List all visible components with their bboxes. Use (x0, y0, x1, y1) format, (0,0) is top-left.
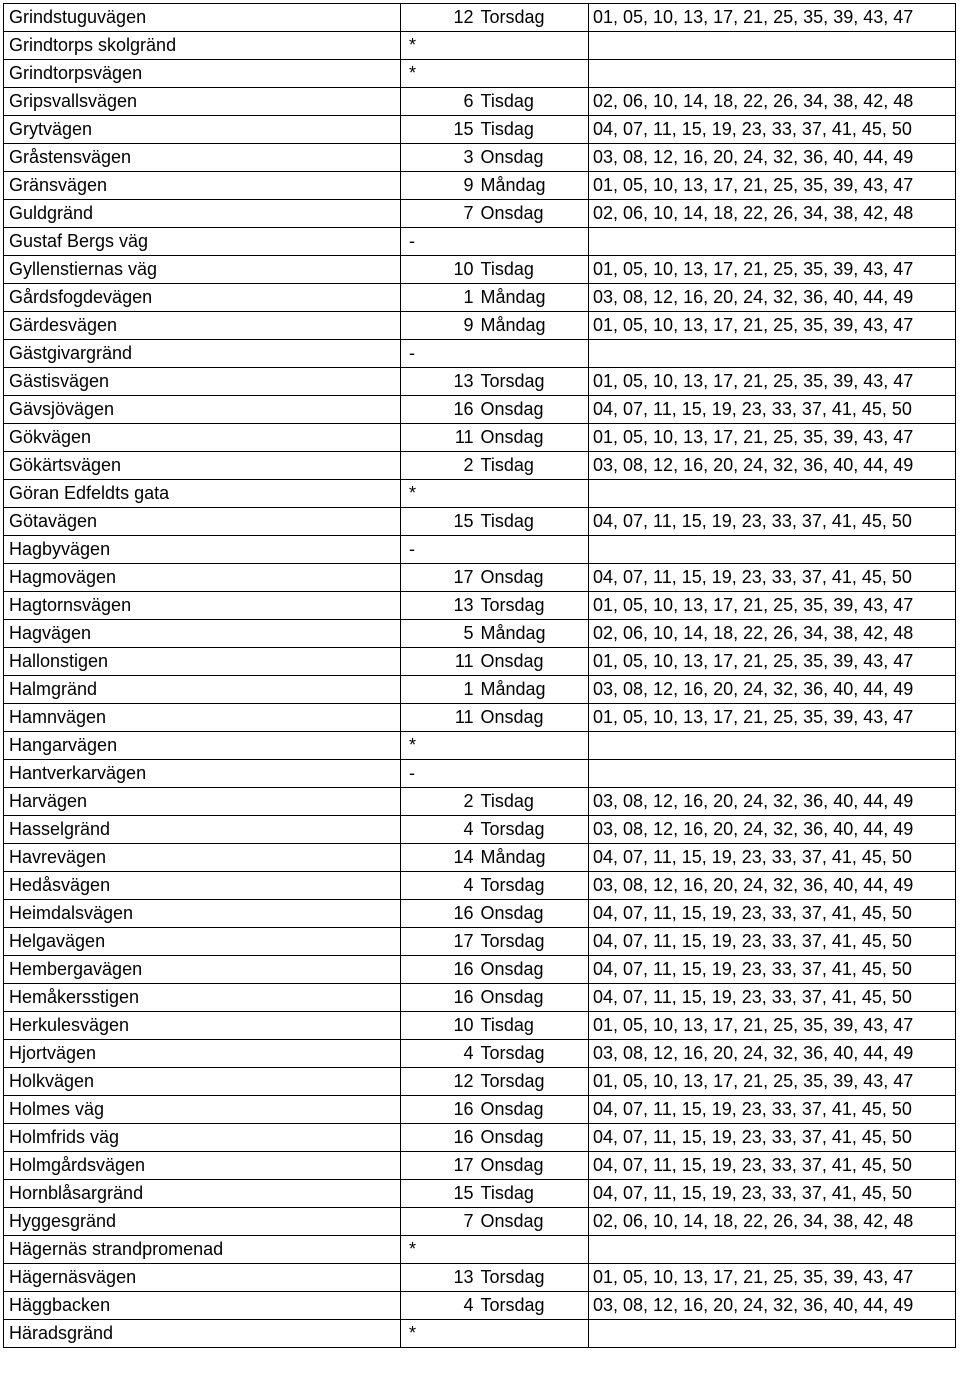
street-name-cell: Gökärtsvägen (4, 452, 401, 480)
street-name-cell: Gästgivargränd (4, 340, 401, 368)
street-name-cell: Hasselgränd (4, 816, 401, 844)
table-row (4, 1180, 956, 1208)
street-name-cell: Hägernäsvägen (4, 1264, 401, 1292)
week-numbers-cell: 02, 06, 10, 14, 18, 22, 26, 34, 38, 42, 48 (589, 200, 956, 228)
street-name-cell: Havrevägen (4, 844, 401, 872)
schedule-table (3, 3, 956, 1348)
week-numbers-cell (589, 32, 956, 60)
zone-number-cell: 13 (401, 592, 479, 620)
street-name-cell: Hagvägen (4, 620, 401, 648)
street-name-cell: Hagtornsvägen (4, 592, 401, 620)
street-name-cell: Guldgränd (4, 200, 401, 228)
table-row (4, 368, 956, 396)
table-row (4, 312, 956, 340)
weekday-cell: Tisdag (479, 88, 589, 116)
zone-number-cell: 9 (401, 172, 479, 200)
zone-number-cell: 12 (401, 1068, 479, 1096)
week-numbers-cell (589, 340, 956, 368)
week-numbers-cell: 04, 07, 11, 15, 19, 23, 33, 37, 41, 45, 50 (589, 984, 956, 1012)
street-name-cell: Grindtorpsvägen (4, 60, 401, 88)
zone-number-cell: 10 (401, 1012, 479, 1040)
table-row (4, 1124, 956, 1152)
street-name-cell: Hangarvägen (4, 732, 401, 760)
schedule-table-body (4, 4, 956, 1348)
zone-number-cell: 2 (401, 452, 479, 480)
table-row (4, 592, 956, 620)
week-numbers-cell: 04, 07, 11, 15, 19, 23, 33, 37, 41, 45, 50 (589, 116, 956, 144)
street-name-cell: Häradsgränd (4, 1320, 401, 1348)
week-numbers-cell: 04, 07, 11, 15, 19, 23, 33, 37, 41, 45, 50 (589, 956, 956, 984)
street-name-cell: Häggbacken (4, 1292, 401, 1320)
weekday-cell: Onsdag (479, 704, 589, 732)
week-numbers-cell: 04, 07, 11, 15, 19, 23, 33, 37, 41, 45, 50 (589, 928, 956, 956)
week-numbers-cell: 02, 06, 10, 14, 18, 22, 26, 34, 38, 42, 48 (589, 1208, 956, 1236)
zone-number-cell: 16 (401, 1124, 479, 1152)
week-numbers-cell: 01, 05, 10, 13, 17, 21, 25, 35, 39, 43, 47 (589, 368, 956, 396)
weekday-cell: Måndag (479, 676, 589, 704)
street-name-cell: Hedåsvägen (4, 872, 401, 900)
weekday-cell (479, 1236, 589, 1264)
weekday-cell: Torsdag (479, 1264, 589, 1292)
street-name-cell: Herkulesvägen (4, 1012, 401, 1040)
zone-number-cell: 16 (401, 396, 479, 424)
week-numbers-cell (589, 1236, 956, 1264)
table-row (4, 1152, 956, 1180)
zone-number-cell: 14 (401, 844, 479, 872)
table-row (4, 144, 956, 172)
street-name-cell: Hägernäs strandpromenad (4, 1236, 401, 1264)
zone-number-cell: 16 (401, 956, 479, 984)
table-row (4, 1012, 956, 1040)
table-row (4, 1320, 956, 1348)
weekday-cell: Torsdag (479, 1292, 589, 1320)
street-name-cell: Gränsvägen (4, 172, 401, 200)
weekday-cell: Tisdag (479, 508, 589, 536)
zone-number-cell: 12 (401, 4, 479, 32)
week-numbers-cell: 03, 08, 12, 16, 20, 24, 32, 36, 40, 44, 49 (589, 1040, 956, 1068)
weekday-cell (479, 480, 589, 508)
zone-number-cell: 4 (401, 1292, 479, 1320)
week-numbers-cell: 02, 06, 10, 14, 18, 22, 26, 34, 38, 42, 48 (589, 620, 956, 648)
table-row (4, 4, 956, 32)
week-numbers-cell (589, 228, 956, 256)
zone-number-cell: 1 (401, 676, 479, 704)
week-numbers-cell (589, 60, 956, 88)
table-row (4, 844, 956, 872)
table-row (4, 564, 956, 592)
no-pickup-marker-cell: - (401, 340, 479, 368)
street-name-cell: Holmfrids väg (4, 1124, 401, 1152)
week-numbers-cell: 03, 08, 12, 16, 20, 24, 32, 36, 40, 44, 49 (589, 872, 956, 900)
weekday-cell (479, 32, 589, 60)
weekday-cell: Tisdag (479, 788, 589, 816)
no-pickup-marker-cell: * (401, 1236, 479, 1264)
zone-number-cell: 7 (401, 200, 479, 228)
weekday-cell: Måndag (479, 844, 589, 872)
table-row (4, 60, 956, 88)
street-name-cell: Holkvägen (4, 1068, 401, 1096)
weekday-cell (479, 1320, 589, 1348)
week-numbers-cell: 01, 05, 10, 13, 17, 21, 25, 35, 39, 43, 47 (589, 424, 956, 452)
table-row (4, 536, 956, 564)
zone-number-cell: 17 (401, 928, 479, 956)
table-row (4, 816, 956, 844)
no-pickup-marker-cell: * (401, 32, 479, 60)
no-pickup-marker-cell: * (401, 732, 479, 760)
weekday-cell (479, 60, 589, 88)
weekday-cell: Torsdag (479, 872, 589, 900)
street-name-cell: Hjortvägen (4, 1040, 401, 1068)
street-name-cell: Halmgränd (4, 676, 401, 704)
week-numbers-cell: 01, 05, 10, 13, 17, 21, 25, 35, 39, 43, 47 (589, 172, 956, 200)
street-name-cell: Hagmovägen (4, 564, 401, 592)
weekday-cell (479, 536, 589, 564)
weekday-cell (479, 228, 589, 256)
street-name-cell: Holmes väg (4, 1096, 401, 1124)
street-name-cell: Gökvägen (4, 424, 401, 452)
week-numbers-cell: 04, 07, 11, 15, 19, 23, 33, 37, 41, 45, 50 (589, 1096, 956, 1124)
table-row (4, 256, 956, 284)
table-row (4, 340, 956, 368)
no-pickup-marker-cell: - (401, 228, 479, 256)
week-numbers-cell: 03, 08, 12, 16, 20, 24, 32, 36, 40, 44, 49 (589, 816, 956, 844)
weekday-cell: Onsdag (479, 144, 589, 172)
weekday-cell: Tisdag (479, 452, 589, 480)
street-name-cell: Grindtorps skolgränd (4, 32, 401, 60)
weekday-cell: Tisdag (479, 256, 589, 284)
zone-number-cell: 11 (401, 648, 479, 676)
zone-number-cell: 13 (401, 368, 479, 396)
street-name-cell: Hyggesgränd (4, 1208, 401, 1236)
street-name-cell: Gästisvägen (4, 368, 401, 396)
table-row (4, 928, 956, 956)
street-name-cell: Gävsjövägen (4, 396, 401, 424)
weekday-cell (479, 732, 589, 760)
table-row (4, 284, 956, 312)
weekday-cell: Onsdag (479, 564, 589, 592)
week-numbers-cell: 04, 07, 11, 15, 19, 23, 33, 37, 41, 45, 50 (589, 1124, 956, 1152)
table-row (4, 984, 956, 1012)
table-row (4, 900, 956, 928)
table-row (4, 1264, 956, 1292)
street-name-cell: Harvägen (4, 788, 401, 816)
zone-number-cell: 15 (401, 508, 479, 536)
no-pickup-marker-cell: * (401, 480, 479, 508)
weekday-cell (479, 340, 589, 368)
zone-number-cell: 9 (401, 312, 479, 340)
table-row (4, 172, 956, 200)
no-pickup-marker-cell: * (401, 1320, 479, 1348)
zone-number-cell: 6 (401, 88, 479, 116)
week-numbers-cell: 03, 08, 12, 16, 20, 24, 32, 36, 40, 44, 49 (589, 1292, 956, 1320)
weekday-cell: Onsdag (479, 424, 589, 452)
street-name-cell: Göran Edfeldts gata (4, 480, 401, 508)
week-numbers-cell: 04, 07, 11, 15, 19, 23, 33, 37, 41, 45, 50 (589, 1152, 956, 1180)
street-name-cell: Hembergavägen (4, 956, 401, 984)
table-row (4, 1236, 956, 1264)
week-numbers-cell (589, 480, 956, 508)
street-name-cell: Hemåkersstigen (4, 984, 401, 1012)
week-numbers-cell: 04, 07, 11, 15, 19, 23, 33, 37, 41, 45, 50 (589, 1180, 956, 1208)
weekday-cell: Tisdag (479, 1180, 589, 1208)
week-numbers-cell: 01, 05, 10, 13, 17, 21, 25, 35, 39, 43, 47 (589, 312, 956, 340)
table-row (4, 1292, 956, 1320)
zone-number-cell: 1 (401, 284, 479, 312)
weekday-cell: Onsdag (479, 900, 589, 928)
weekday-cell: Torsdag (479, 1040, 589, 1068)
weekday-cell: Tisdag (479, 1012, 589, 1040)
street-name-cell: Heimdalsvägen (4, 900, 401, 928)
week-numbers-cell (589, 732, 956, 760)
weekday-cell: Torsdag (479, 1068, 589, 1096)
table-row (4, 760, 956, 788)
table-row (4, 648, 956, 676)
table-row (4, 452, 956, 480)
weekday-cell: Onsdag (479, 1208, 589, 1236)
week-numbers-cell: 04, 07, 11, 15, 19, 23, 33, 37, 41, 45, 50 (589, 396, 956, 424)
table-row (4, 200, 956, 228)
weekday-cell: Torsdag (479, 928, 589, 956)
zone-number-cell: 16 (401, 1096, 479, 1124)
street-name-cell: Götavägen (4, 508, 401, 536)
week-numbers-cell: 02, 06, 10, 14, 18, 22, 26, 34, 38, 42, 48 (589, 88, 956, 116)
week-numbers-cell: 03, 08, 12, 16, 20, 24, 32, 36, 40, 44, 49 (589, 452, 956, 480)
street-name-cell: Gråstensvägen (4, 144, 401, 172)
week-numbers-cell: 01, 05, 10, 13, 17, 21, 25, 35, 39, 43, 47 (589, 592, 956, 620)
zone-number-cell: 16 (401, 984, 479, 1012)
week-numbers-cell: 01, 05, 10, 13, 17, 21, 25, 35, 39, 43, 47 (589, 4, 956, 32)
weekday-cell: Tisdag (479, 116, 589, 144)
weekday-cell: Onsdag (479, 984, 589, 1012)
weekday-cell: Torsdag (479, 816, 589, 844)
weekday-cell: Måndag (479, 312, 589, 340)
table-row (4, 1068, 956, 1096)
zone-number-cell: 15 (401, 1180, 479, 1208)
table-row (4, 704, 956, 732)
street-name-cell: Gustaf Bergs väg (4, 228, 401, 256)
zone-number-cell: 4 (401, 1040, 479, 1068)
no-pickup-marker-cell: * (401, 60, 479, 88)
table-row (4, 676, 956, 704)
zone-number-cell: 2 (401, 788, 479, 816)
table-row (4, 872, 956, 900)
table-row (4, 480, 956, 508)
week-numbers-cell: 01, 05, 10, 13, 17, 21, 25, 35, 39, 43, 47 (589, 1012, 956, 1040)
week-numbers-cell: 04, 07, 11, 15, 19, 23, 33, 37, 41, 45, 50 (589, 844, 956, 872)
week-numbers-cell: 03, 08, 12, 16, 20, 24, 32, 36, 40, 44, 49 (589, 284, 956, 312)
table-row (4, 1096, 956, 1124)
street-name-cell: Hagbyvägen (4, 536, 401, 564)
weekday-cell: Måndag (479, 172, 589, 200)
table-row (4, 396, 956, 424)
zone-number-cell: 15 (401, 116, 479, 144)
weekday-cell: Måndag (479, 284, 589, 312)
week-numbers-cell: 04, 07, 11, 15, 19, 23, 33, 37, 41, 45, 50 (589, 508, 956, 536)
street-name-cell: Gärdesvägen (4, 312, 401, 340)
street-name-cell: Grytvägen (4, 116, 401, 144)
street-name-cell: Gyllenstiernas väg (4, 256, 401, 284)
weekday-cell: Torsdag (479, 368, 589, 396)
street-name-cell: Gripsvallsvägen (4, 88, 401, 116)
table-row (4, 956, 956, 984)
table-row (4, 116, 956, 144)
table-row (4, 1208, 956, 1236)
street-name-cell: Hornblåsargränd (4, 1180, 401, 1208)
weekday-cell: Onsdag (479, 648, 589, 676)
week-numbers-cell: 04, 07, 11, 15, 19, 23, 33, 37, 41, 45, 50 (589, 564, 956, 592)
table-row (4, 32, 956, 60)
week-numbers-cell (589, 1320, 956, 1348)
zone-number-cell: 3 (401, 144, 479, 172)
week-numbers-cell: 03, 08, 12, 16, 20, 24, 32, 36, 40, 44, 49 (589, 676, 956, 704)
week-numbers-cell: 01, 05, 10, 13, 17, 21, 25, 35, 39, 43, 47 (589, 256, 956, 284)
table-row (4, 620, 956, 648)
zone-number-cell: 4 (401, 816, 479, 844)
weekday-cell: Måndag (479, 620, 589, 648)
weekday-cell: Torsdag (479, 592, 589, 620)
zone-number-cell: 13 (401, 1264, 479, 1292)
weekday-cell: Onsdag (479, 1152, 589, 1180)
no-pickup-marker-cell: - (401, 536, 479, 564)
street-name-cell: Hamnvägen (4, 704, 401, 732)
street-name-cell: Grindstuguvägen (4, 4, 401, 32)
week-numbers-cell: 01, 05, 10, 13, 17, 21, 25, 35, 39, 43, 47 (589, 704, 956, 732)
zone-number-cell: 11 (401, 704, 479, 732)
weekday-cell: Onsdag (479, 1124, 589, 1152)
week-numbers-cell (589, 760, 956, 788)
zone-number-cell: 17 (401, 564, 479, 592)
zone-number-cell: 4 (401, 872, 479, 900)
week-numbers-cell: 04, 07, 11, 15, 19, 23, 33, 37, 41, 45, 50 (589, 900, 956, 928)
weekday-cell: Onsdag (479, 200, 589, 228)
street-name-cell: Hantverkarvägen (4, 760, 401, 788)
street-name-cell: Hallonstigen (4, 648, 401, 676)
week-numbers-cell (589, 536, 956, 564)
week-numbers-cell: 01, 05, 10, 13, 17, 21, 25, 35, 39, 43, 47 (589, 1264, 956, 1292)
street-name-cell: Holmgårdsvägen (4, 1152, 401, 1180)
table-row (4, 788, 956, 816)
table-row (4, 1040, 956, 1068)
table-row (4, 508, 956, 536)
week-numbers-cell: 03, 08, 12, 16, 20, 24, 32, 36, 40, 44, 49 (589, 144, 956, 172)
table-row (4, 88, 956, 116)
street-name-cell: Gårdsfogdevägen (4, 284, 401, 312)
no-pickup-marker-cell: - (401, 760, 479, 788)
zone-number-cell: 5 (401, 620, 479, 648)
zone-number-cell: 7 (401, 1208, 479, 1236)
zone-number-cell: 10 (401, 256, 479, 284)
weekday-cell: Onsdag (479, 956, 589, 984)
weekday-cell: Onsdag (479, 1096, 589, 1124)
week-numbers-cell: 03, 08, 12, 16, 20, 24, 32, 36, 40, 44, 49 (589, 788, 956, 816)
table-row (4, 732, 956, 760)
table-row (4, 424, 956, 452)
weekday-cell: Onsdag (479, 396, 589, 424)
zone-number-cell: 11 (401, 424, 479, 452)
weekday-cell (479, 760, 589, 788)
zone-number-cell: 16 (401, 900, 479, 928)
street-name-cell: Helgavägen (4, 928, 401, 956)
week-numbers-cell: 01, 05, 10, 13, 17, 21, 25, 35, 39, 43, 47 (589, 1068, 956, 1096)
zone-number-cell: 17 (401, 1152, 479, 1180)
week-numbers-cell: 01, 05, 10, 13, 17, 21, 25, 35, 39, 43, 47 (589, 648, 956, 676)
table-row (4, 228, 956, 256)
weekday-cell: Torsdag (479, 4, 589, 32)
